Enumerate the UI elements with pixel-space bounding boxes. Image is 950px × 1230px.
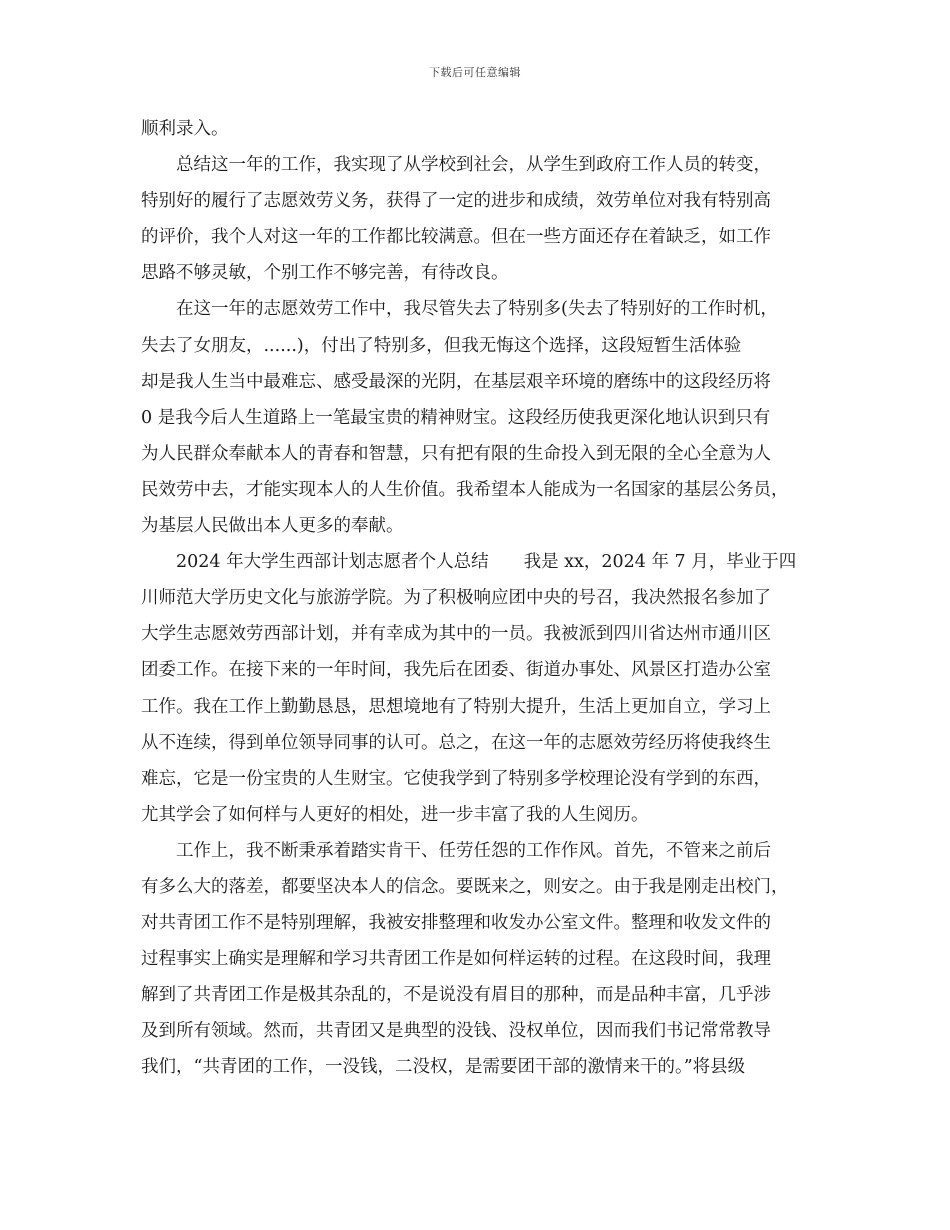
text-line: 及到所有领域。然而，共青团又是典型的没钱、没权单位，因而我们书记常常教导 — [141, 1021, 771, 1042]
text-line: 为基层人民做出本人更多的奉献。 — [141, 516, 404, 537]
text-line: 0 是我今后人生道路上一笔最宝贵的精神财宝。这段经历使我更深化地认识到只有 — [141, 407, 771, 428]
text-line: 顺利录入。 — [141, 119, 229, 139]
text-line: 思路不够灵敏，个别工作不够完善，有待改良。 — [141, 263, 509, 284]
text-line: 失去了女朋友，......)，付出了特别多，但我无悔这个选择，这段短暂生活体验 — [141, 335, 742, 356]
text-line: 工作。我在工作上勤勤恳恳，思想境地有了特别大提升，生活上更加自立，学习上 — [141, 696, 771, 717]
document-body — [141, 111, 821, 1086]
text-line: 特别好的履行了志愿效劳义务，获得了一定的进步和成绩，效劳单位对我有特别高 — [141, 191, 771, 212]
text-line: 团委工作。在接下来的一年时间，我先后在团委、街道办事处、风景区打造办公室 — [141, 660, 771, 681]
text-line: 有多么大的落差，都要坚决本人的信念。要既来之，则安之。由于我是刚走出校门， — [141, 876, 789, 897]
text-line: 从不连续，得到单位领导同事的认可。总之，在这一年的志愿效劳经历将使我终生 — [141, 732, 771, 753]
text-line: 的评价，我个人对这一年的工作都比较满意。但在一些方面还存在着缺乏，如工作 — [141, 227, 771, 248]
text-line: 工作上，我不断秉承着踏实肯干、任劳任怨的工作作风。首先，不管来之前后 — [176, 840, 771, 861]
text-line: 总结这一年的工作，我实现了从学校到社会，从学生到政府工作人员的转变， — [176, 155, 771, 176]
text-line: 难忘，它是一份宝贵的人生财宝。它使我学到了特别多学校理论没有学到的东西， — [141, 768, 771, 789]
text-line: 川师范大学历史文化与旅游学院。为了积极响应团中央的号召，我决然报名参加了 — [141, 588, 771, 609]
text-line: 过程事实上确实是理解和学习共青团工作是如何样运转的过程。在这段时间，我理 — [141, 949, 771, 970]
text-line: 2024 年大学生西部计划志愿者个人总结 我是 xx，2024 年 7 月，毕业于四 — [176, 552, 797, 573]
text-line: 民效劳中去，才能实现本人的人生价值。我希望本人能成为一名国家的基层公务员， — [141, 479, 789, 500]
text-line: 我们，“共青团的工作，一没钱，二没权，是需要团干部的激情来干的。”将县级 — [141, 1057, 746, 1078]
text-line: 大学生志愿效劳西部计划，并有幸成为其中的一员。我被派到四川省达州市通川区 — [141, 624, 771, 645]
text-line: 尤其学会了如何样与人更好的相处，进一步丰富了我的人生阅历。 — [141, 804, 649, 825]
text-line: 为人民群众奉献本人的青春和智慧，只有把有限的生命投入到无限的全心全意为人 — [141, 443, 771, 464]
text-line: 在这一年的志愿效劳工作中，我尽管失去了特别多(失去了特别好的工作时机， — [176, 299, 778, 320]
text-line: 却是我人生当中最难忘、感受最深的光阴，在基层艰辛环境的磨练中的这段经历将 — [141, 371, 771, 392]
page-header: 下载后可任意编辑 — [429, 66, 521, 79]
text-line: 对共青团工作不是特别理解，我被安排整理和收发办公室文件。整理和收发文件的 — [141, 913, 771, 934]
text-line: 解到了共青团工作是极其杂乱的，不是说没有眉目的那种，而是品种丰富，几乎涉 — [141, 985, 771, 1006]
